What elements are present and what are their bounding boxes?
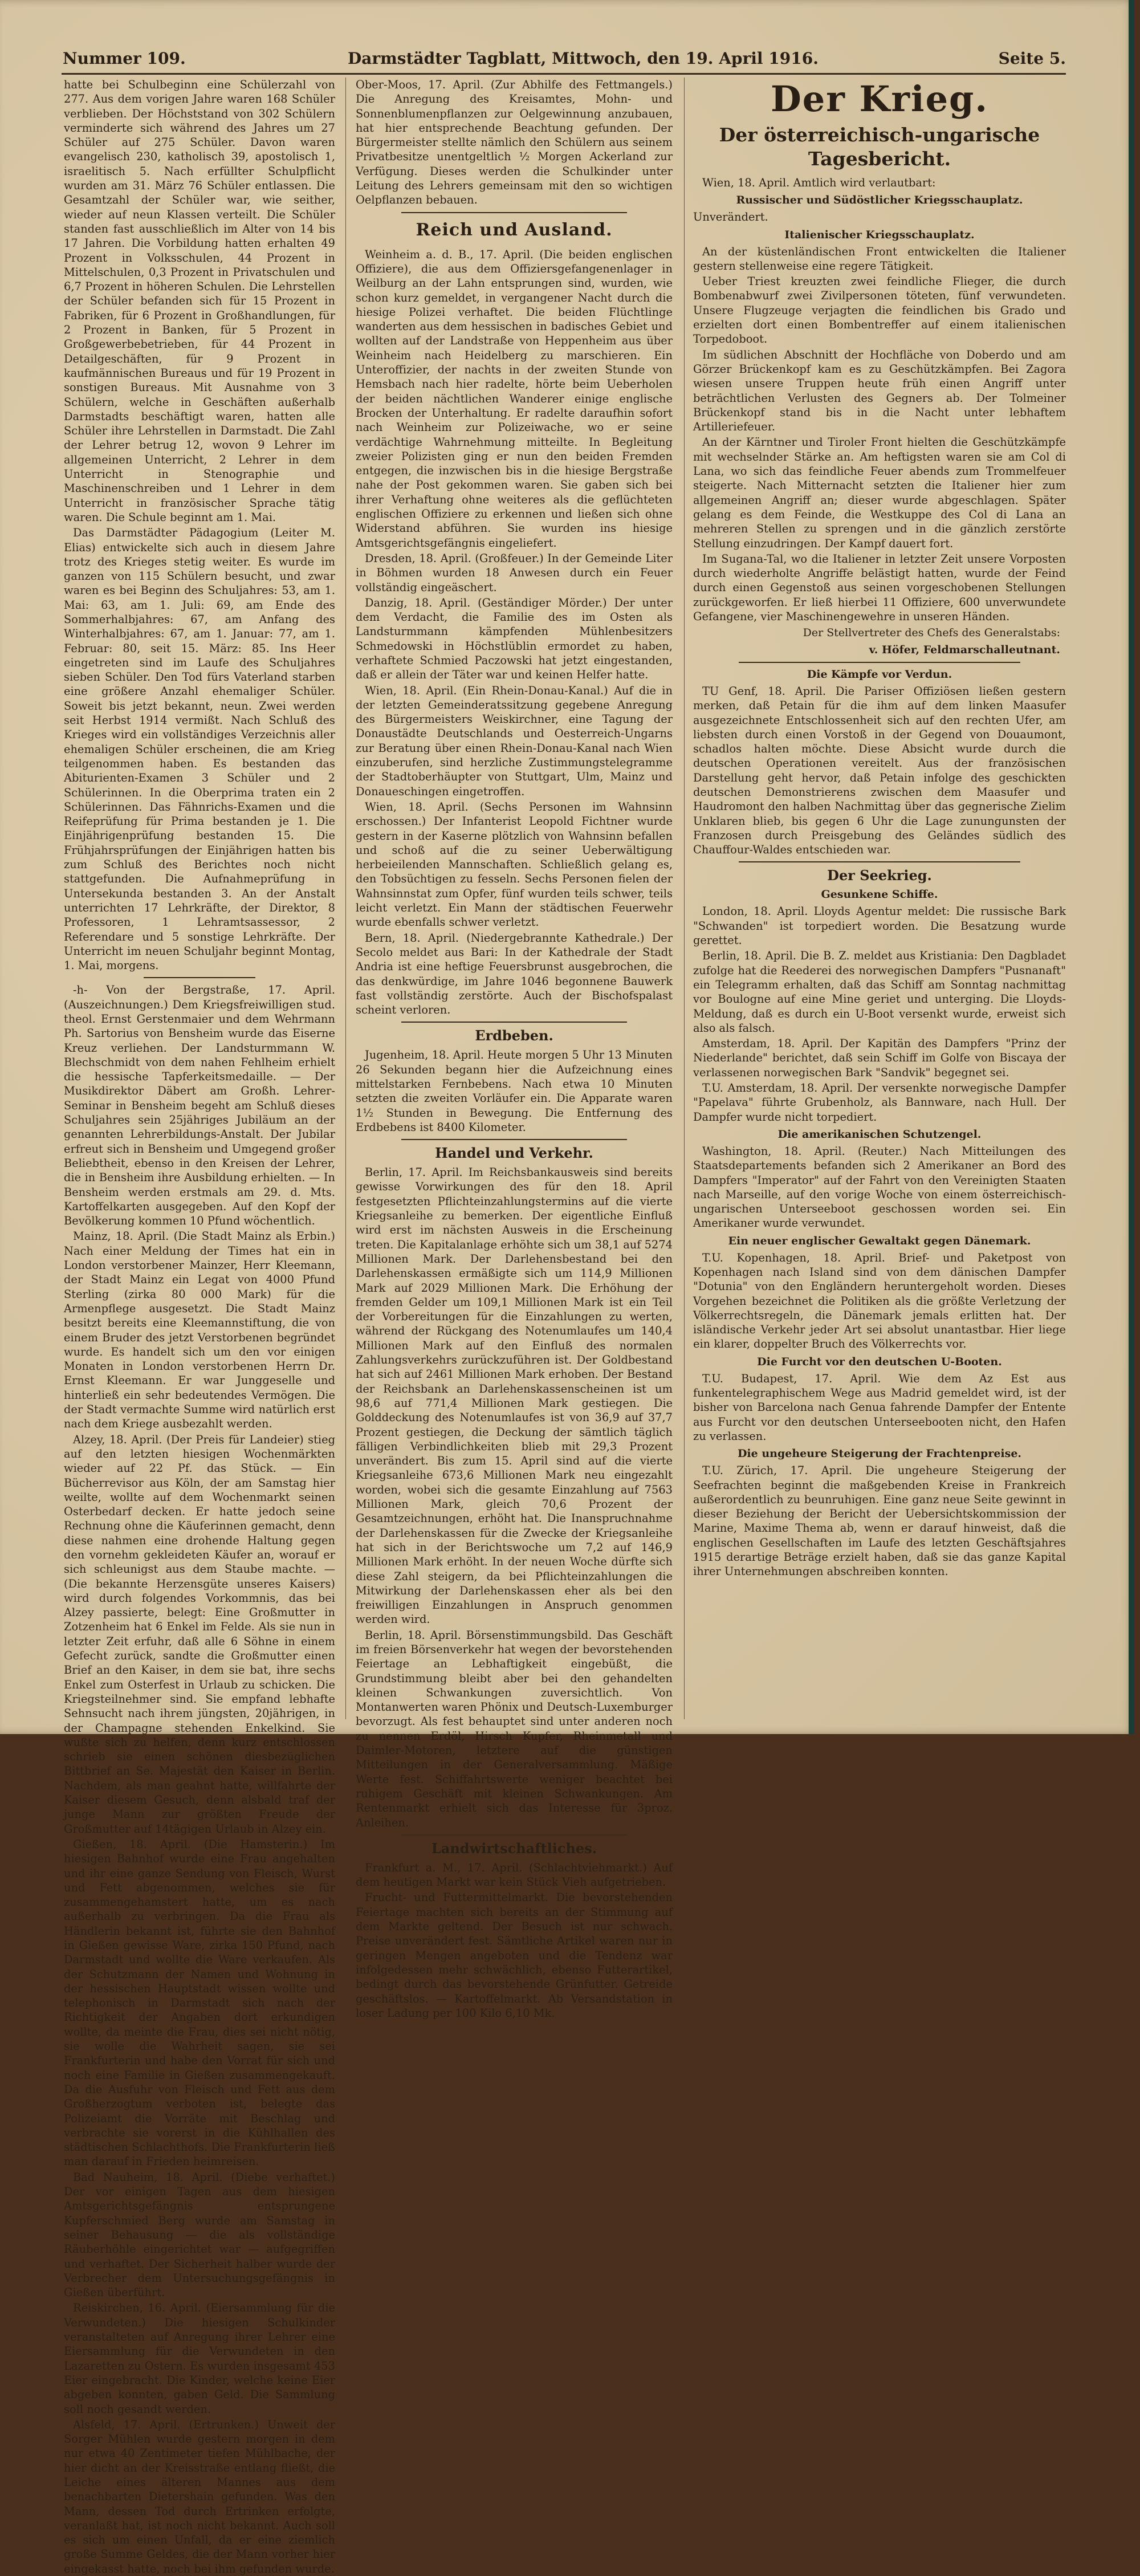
issue-number: Nummer 109. xyxy=(63,49,186,68)
article-paragraph: T.U. Amsterdam, 18. April. Der versenkte norwegische Dampfer "Papelava" führte Grubenholz, als Bannware, nach Hull. Der Dampfer wurde nicht torpediert. xyxy=(693,1081,1066,1124)
subheading: Die Furcht vor den deutschen U-Booten. xyxy=(757,1355,1002,1368)
article-paragraph: Jugenheim, 18. April. Heute morgen 5 Uhr 13 Minuten 26 Sekunden begann hier die Aufzeichnung eines mittelstarken Fernbebens. Nach etwa 10 Minuten setzten die zweiten Vorläufer ein. Die Apparate waren 1½ Stunden in Bewegung. Die Entfernung des Erdbebens ist 8400 Kilometer. xyxy=(356,1048,673,1134)
article-paragraph: Das Darmstädter Pädagogium (Leiter M. Elias) entwickelte sich auch in diesem Jahre trotz des Krieges stetig weiter. Es wurde im ganzen von 115 Schülern besucht, und zwar waren es bei Beginn des Schuljahres: 53, am 1. Mai: 63, am 1. Juli: 69, am Ende des Sommerhalbjahres: 67, am Anfang des Winterhalbjahres: 67, am 1. Januar: 77, am 1. Februar: 80, seit 15. März: 85. Ins Heer eingetreten sind im Laufe des Schuljahres sieben Schüler. Den Tod fürs Vaterland starben eine größere Anzahl ehemaliger Schüler. Soweit bis jetzt bekannt, neun. Zwei werden seit Herbst 1914 vermißt. Nach Schluß des Krieges wird ein vollständiges Verzeichnis aller ehemaligen Schüler erscheinen, die am Krieg teilgenommen haben. Es bestanden das Abiturienten-Examen 3 Schüler und 2 Schülerinnen. In die Oberprima traten ein 2 Schülerinnen. Das Fähnrichs-Examen und die Reifeprüfung für Prima bestanden je 1. Die Einjährigenprüfung bestanden 15. Die Frühjahrsprüfungen der Einjährigen hatten bis zum Schluß des Berichtes noch nicht stattgefunden. Die Aufnahmeprüfung in Untersekunda bestanden 3. An der Anstalt unterrichten 17 Lehrkräfte, der Direktor, 8 Professoren, 1 Lehramtsassessor, 2 Referendare und 5 sonstige Lehrkräfte. Der Unterricht im neuen Schuljahr beginnt Montag, 1. Mai, morgens. xyxy=(64,526,335,972)
article-paragraph: Dresden, 18. April. (Großfeuer.) In der Gemeinde Liter in Böhmen wurden 18 Anwesen durch ein Feuer vollständig eingeäschert. xyxy=(356,551,673,594)
divider xyxy=(401,1139,627,1140)
column-separator xyxy=(345,78,346,1719)
article-paragraph: Bad Nauheim, 18. April. (Diebe verhaftet.) Der vor einigen Tagen aus dem hiesigen Amtsgerichtsgefängnis entsprungene Kupferschmied Berg wurde am Samstag in seiner Behausung — die als vollständige Räuberhöhle eingerichtet war — aufgegriffen und verhaftet. Der Sicherheit halber wurde der Verbrecher dem Untersuchungsgefängnis in Gießen überführt. xyxy=(64,2170,335,2300)
signature-line: Der Stellvertreter des Chefs des Generalstabs: xyxy=(803,626,1060,640)
war-report-subtitle: Der österreichisch-ungarische Tagesbericht. xyxy=(719,124,1040,170)
article-paragraph: Amsterdam, 18. April. Der Kapitän des Dampfers "Prinz der Niederlande" berichtet, daß sein Schiff im Golfe von Biscaya der verlassenen norwegischen Bark "Sandvik" begegnet sei. xyxy=(693,1037,1066,1079)
article-paragraph: Berlin, 18. April. Börsenstimmungsbild. Das Geschäft im freien Börsenverkehr hat wegen der bevorstehenden Feiertage an Lebhaftigkeit eingebüßt, die Grundstimmung bleibt aber bei den gehandelten kleinen Schwankungen zuversichtlich. Von Montanwerten waren Phönix und Deutsch-Luxemburger bevorzugt. Als fest behauptet sind unter anderen noch zu nennen Erdöl, Hirsch Kupfer, Rheinmetall und Daimler-Motoren, letztere auf die günstigen Mitteilungen in der Generalversammlung. Mäßige Werte fest. Schiffahrtswerte weniger beachtet bei ruhigem Geschäft mit kleinen Schwankungen. Am Rentenmarkt erhielt sich das Interesse für 3proz. Anleihen. xyxy=(356,1628,673,1829)
article-paragraph: Wien, 18. April. (Ein Rhein-Donau-Kanal.) Auf die in der letzten Gemeinderatssitzung gegebene Anregung des Bürgermeisters Weiskirchner, eine Tagung der Donaustädte Deutschlands und Oesterreich-Ungarns zur Beratung über einen Rhein-Donau-Kanal nach Wien einzuberufen, sind herzliche Zustimmungstelegramme der Stadtoberhäupter von Stuttgart, Ulm, Mainz und Donaueschingen eingetroffen. xyxy=(356,683,673,798)
article-paragraph: Berlin, 17. April. Im Reichsbankausweis sind bereits gewisse Vorwirkungen des für den 18. April festgesetzten Pflichteinzahlungstermins auf die vierte Kriegsanleihe zu bemerken. Der eigentliche Einfluß wird erst im nächsten Ausweis in die Erscheinung treten. Die Kapitalanlage erhöhte sich um 38,1 auf 5274 Millionen Mark. Der Darlehensbestand bei den Darlehenskassen ermäßigte sich um 114,9 Millionen Mark auf 2029 Millionen Mark. Die Erhöhung der fremden Gelder um 109,1 Millionen Mark ist ein Teil der Vorbereitungen für die Einzahlungen zu werten, während der Rückgang des Notenumlaufes um 140,4 Millionen Mark auf den Einfluß des normalen Zahlungsverkehrs zurückzuführen ist. Der Goldbestand hat sich auf 2461 Millionen Mark erhoben. Der Bestand der Reichsbank an Darlehenskassenscheinen ist um 98,6 auf 771,4 Millionen Mark gestiegen. Die Golddeckung des Notenumlaufes ist von 36,9 auf 37,7 Prozent gestiegen, die Deckung der sämtlich täglich fälligen Verbindlichkeiten blieb mit 29,3 Prozent unverändert. Bis zum 15. April sind auf die vierte Kriegsanleihe 673,6 Millionen Mark neu eingezahlt worden, wobei sich die gesamte Einzahlung auf 7563 Millionen Mark, gleich 70,6 Prozent der Gesamtzeichnungen, erhöht hat. Die Inanspruchnahme der Darlehenskassen für die Zwecke der Kriegsanleihe hat sich in der Berichtswoche um 7,2 auf 146,9 Millionen Mark erhöht. In der neuen Woche dürfte sich diese Zahl steigern, da bei Pflichteinzahlungen die Mitwirkung der Darlehenskassen eher als bei den freiwilligen Einzahlungen in Anspruch genommen werden wird. xyxy=(356,1166,673,1626)
article-paragraph: Alsfeld, 17. April. (Ertrunken.) Unweit der Sorger Mühlen wurde gestern morgen in dem nur etwa 40 Zentimeter tiefen Mühlbache, der hier dicht an der Kreisstraße entlang fließt, die Leiche eines älteren Mannes aus dem benachbarten Dietershain gefunden. Was den Mann, dessen Tod durch Ertrinken erfolgte, veranlaßt hat, ist noch nicht bekannt. Auch soll es sich um einen Unfall, da er eine ziemlich große Summe Geldes, die der Mann vorher hier eingekasst hatte, noch bei ihm gefunden wurde. xyxy=(64,2418,335,2575)
signature-name: v. Höfer, Feldmarschalleutnant. xyxy=(869,643,1060,656)
article-paragraph: -h- Von der Bergstraße, 17. April. (Auszeichnungen.) Dem Kriegsfreiwilligen stud. theol. Ernst Gerstenmaier und dem Wehrmann Ph. Sartorius von Bensheim wurde das Eiserne Kreuz verliehen. Der Landsturmmann W. Blechschmidt von dem nahen Fehlheim erhielt die hessische Tapferkeitsmedaille. — Der Musikdirektor Däbert am Großh. Lehrer-Seminar in Bensheim begeht am Schluß dieses Schuljahres sein 25jähriges Jubiläum an der genannten Lehrerbildungs-Anstalt. Der Jubilar erfreut sich in Bensheim und Umgegend großer Beliebtheit, ebenso in den Kreisen der Lehrer, die in Bensheim ihre Ausbildung erhielten. — In Bensheim werden erstmals am 29. d. Mts. Kartoffelkarten ausgegeben. Auf den Kopf der Bevölkerung kommen 10 Pfund wöchentlich. xyxy=(64,983,335,1228)
article-paragraph: TU Genf, 18. April. Die Pariser Offiziösen ließen gestern merken, daß Petain für die ihm auf dem linken Maasufer ausgezeichnete Entschlossenheit sich auf den rechten Ufer, am liebsten durch einen Vorstoß in der Gegend von Douaumont, schadlos halten möchte. Diese Absicht wurde durch die deutschen Operationen vereitelt. Aus der französischen Darstellung geht hervor, daß Petain infolge des geschickten deutschen Demonstrierens zwischen dem Maasufer und Haudromont den halben Nachmittag über das gegnerische Zielim Unklaren blieb, bis gegen 6 Uhr die Lage zunungunsten der Franzosen durch Preisgebung des Geländes südlich des Chauffour-Waldes entschieden war. xyxy=(693,684,1066,857)
column-left xyxy=(64,78,335,2575)
newspaper-dateline: Darmstädter Tagblatt, Mittwoch, den 19. April 1916. xyxy=(348,49,819,68)
subheading: Die ungeheure Steigerung der Frachtenpreise. xyxy=(737,1447,1022,1460)
column-right xyxy=(693,78,1066,1719)
article-paragraph: Weinheim a. d. B., 17. April. (Die beiden englischen Offiziere), die aus dem Offiziersgefangenenlager in Weilburg an der Lahn entsprungen sind, wurden, wie schon kurz gemeldet, in vergangener Nacht durch die hiesige Polizei verhaftet. Die beiden Flüchtlinge wanderten aus dem hessischen in badisches Gebiet und wollten auf der Landstraße von Heppenheim aus über Weinheim nach Heidelberg zu marschieren. Ein Unteroffizier, der nachts in der zweiten Stunde von Hemsbach nach hier radelte, hörte beim Ueberholen der beiden nächtlichen Wanderer einige englische Brocken der Unterhaltung. Er radelte daraufhin sofort nach Weinheim zur Polizeiwache, wo er seine verdächtige Wahrnehmung mitteilte. In Begleitung zweier Polizisten ging er nun den beiden Fremden entgegen, die inzwischen bis in die hiesige Bergstraße nahe der Post gekommen waren. Sie gaben sich bei ihrer Verhaftung ohne weiteres als die geflüchteten englischen Offiziere zu erkennen und ließen sich ohne Widerstand abführen. Sie wurden ins hiesige Amtsgerichtsgefängnis eingeliefert. xyxy=(356,247,673,550)
divider xyxy=(739,861,1020,862)
section-heading: Landwirtschaftliches. xyxy=(431,1840,597,1857)
divider xyxy=(144,977,255,978)
article-paragraph: Danzig, 18. April. (Geständiger Mörder.) Der unter dem Verdacht, die Familie des im Osten als Landsturmmann kämpfenden Mühlenbesitzers Schmedowski in Höchstlüblin ermordet zu haben, verhaftete Schmied Paczowski hat jetzt eingestanden, daß er allein der Täter war und keinen Helfer hatte. xyxy=(356,596,673,682)
article-paragraph: T.U. Zürich, 17. April. Die ungeheure Steigerung der Seefrachten beginnt die maßgebenden Kreise in Frankreich außerordentlich zu beunruhigen. Eine ganz neue Seite gewinnt in dieser Beziehung der Bericht der Uebersichtskommission der Marine, Maxime Thema ab, wenn er darauf hinweist, daß die englischen Gesellschaften im Laufe des letzten Geschäftsjahres 1915 derartige Beträge erzielt haben, daß sie das ganze Kapital ihrer Unternehmungen abschreiben konnten. xyxy=(693,1464,1066,1578)
article-paragraph: Ober-Moos, 17. April. (Zur Abhilfe des Fettmangels.) Die Anregung des Kreisamtes, Mohn- und Sonnenblumenpflanzen zur Oelgewinnung anzubauen, hat hier entsprechende Beachtung gefunden. Der Bürgermeister stellte nämlich den Schülern aus seinem Privatbesitze unentgeltlich ½ Morgen Ackerland zur Verfügung. Dieses werden die Schulkinder unter Leitung des Lehrers gemeinsam mit den so wichtigen Oelpflanzen bebauen. xyxy=(356,78,673,207)
war-section-title: Der Krieg. xyxy=(771,78,988,120)
article-paragraph: Gießen, 18. April. (Die Hamsterin.) Im hiesigen Bahnhof wurde eine Frau angehalten und ihr eine ganze Sendung von Fleisch, Wurst und Fett abgenommen, welches sie für zusammengehamstert hatte, um es nach außerhalb zu verbringen. Da die Frau als Händlerin bekannt ist, führte sie den Bahnhof in Gießen gewisse Ware, zirka 150 Pfund, nach Darmstadt und wollte die Ware verkaufen. Als der Schutzmann der Namen und Wohnung in der hessischen Hauptstadt wissen wollte und telephonisch in Darmstadt sich nach der Richtigkeit der Angaben dort erkundigen wollte, da meinte die Frau, dies sei nicht nötig, sie wolle die Wahrheit sagen, sie sei Frankfurterin und habe den Vorrat für sich und noch eine Familie in Gießen zusammengekauft. Da die Ausfuhr von Fleisch und Fett aus dem Großherzogtum verboten ist, belegte das Polizeiamt die Vorräte mit Beschlag und verbrachte sie vorerst in die Kühlhallen des städtischen Schlachthofs. Die Frankfurterin ließ man darauf in Frieden heimreisen. xyxy=(64,1837,335,2168)
article-paragraph: An der küstenländischen Front entwickelten die Italiener gestern stellenweise eine regere Tätigkeit. xyxy=(693,245,1066,272)
subheading: Die amerikanischen Schutzengel. xyxy=(777,1128,982,1141)
masthead-rule xyxy=(62,73,1066,75)
article-paragraph: Frucht- und Futtermittelmarkt. Die bevorstehenden Feiertage machten sich bereits an der Stimmung auf dem Markte geltend. Der Besuch ist nur schwach. Preise unverändert fest. Sämtliche Artikel waren nur in geringen Mengen angeboten und die Tendenz war infolgedessen mehr schwächlich, ebenso Futterartikel, bedingt durch das bevorstehende Grünfutter. Getreide geschäftslos. — Kartoffelmarkt. Ab Versandstation in loser Ladung per 100 Kilo 6,10 Mk. xyxy=(356,1891,673,2020)
article-paragraph: London, 18. April. Lloyds Agentur meldet: Die russische Bark "Schwanden" ist torpediert worden. Die Besatzung wurde gerettet. xyxy=(693,905,1066,947)
article-paragraph: Wien, 18. April. Amtlich wird verlautbart: xyxy=(702,176,936,189)
divider xyxy=(739,662,1020,663)
divider xyxy=(401,1834,627,1836)
binding-edge xyxy=(1129,0,1134,1734)
article-paragraph: Im südlichen Abschnitt der Hochfläche von Doberdo und am Görzer Brückenkopf kam es zu Geschützkämpfen. Bei Zagora wiesen unsere Truppen heute früh einen Angriff unter beträchtlichen Verlusten des Gegners ab. Der Tolmeiner Brückenkopf stand bis in die Nacht unter lebhaftem Artilleriefeuer. xyxy=(693,348,1066,434)
article-paragraph: Frankfurt a. M., 17. April. (Schlachtviehmarkt.) Auf dem heutigen Markt war kein Stück Vieh aufgetrieben. xyxy=(356,1861,673,1889)
section-heading: Erdbeben. xyxy=(475,1027,553,1044)
article-paragraph: Unverändert. xyxy=(693,210,768,224)
divider xyxy=(401,212,627,213)
article-paragraph: Alzey, 18. April. (Der Preis für Landeier) stieg auf den letzten hiesigen Wochenmärkten wieder auf 22 Pf. das Stück. — Ein Bücherrevisor aus Köln, der am Samstag hier weilte, wollte auf dem Wochenmarkt seinen Osterbedarf decken. Er hatte jedoch seine Rechnung ohne die Käuferinnen gemacht, denn diese nahmen eine drohende Haltung gegen den vornehm gekleideten Käufer an, worauf er sich schleunigst aus dem Staube machte. — (Die bekannte Herzensgüte unseres Kaisers) wird durch folgendes Vorkommnis, das bei Alzey passierte, belegt: Eine Großmutter in Zotzenheim hat 6 Enkel im Felde. Als sie nun in letzter Zeit erfuhr, daß alle 6 Söhne in einem Gefecht zurück, sandte die Großmutter einen Brief an den Kaiser, in dem sie bat, ihre sechs Enkel zum Osterfest in Urlaub zu schicken. Die Kriegsteilnehmer sind. Sie empfand lebhafte Sehnsucht nach ihrem jüngsten, 20jährigen, in der Champagne stehenden Enkelkind. Sie wußte sich zu helfen, denn kurz entschlossen schrieb sie einen schönen diesbezüglichen Bittbrief an Se. Majestät den Kaiser in Berlin. Nachdem, als man geahnt hatte, willfahrte der Kaiser diesem Gesuch, denn alsbald traf der junge Mann zur größten Freude der Großmutter auf 14tägigen Urlaub in Alzey ein. xyxy=(64,1433,335,1836)
subheading: Gesunkene Schiffe. xyxy=(821,888,938,901)
subheading: Russischer und Südöstlicher Kriegsschauplatz. xyxy=(736,194,1023,207)
article-paragraph: Ueber Triest kreuzten zwei feindliche Flieger, die durch Bombenabwurf zwei Zivilpersonen töteten, fünf verwundeten. Unsere Flugzeuge verjagten die feindlichen bis Grado und erzielten dort einen Bombentreffer auf einem italienischen Torpedoboot. xyxy=(693,275,1066,346)
subheading: Die Kämpfe vor Verdun. xyxy=(807,668,952,681)
article-paragraph: Reiskirchen, 16. April. (Eiersammlung für die Verwundeten.) Die hiesigen Schulkinder veranstalteten auf Anregung ihrer Lehrer eine Eiersammlung für die Verwundeten in den Lazaretten zu Ostern. Es wurden insgesamt 453 Eier eingebracht. Die Kinder, welche keine Eier abgeben konnten, gaben Geld. Die Sammlung soll noch gesandt werden. xyxy=(64,2301,335,2416)
divider xyxy=(401,1022,627,1023)
article-paragraph: Im Sugana-Tal, wo die Italiener in letzter Zeit unsere Vorposten durch wiederholte Angriffe belästigt hatten, wurde der Feind durch einen Gegenstoß aus seinen vorgeschobenen Stellungen zurückgeworfen. Er ließ hierbei 11 Offiziere, 600 unverwundete Gefangene, vier Maschinengewehre in unseren Händen. xyxy=(693,552,1066,624)
article-paragraph: Mainz, 18. April. (Die Stadt Mainz als Erbin.) Nach einer Meldung der Times hat ein in London verstorbener Mainzer, Herr Kleemann, der Stadt Mainz ein Legat von 4000 Pfund Sterling (zirka 80 000 Mark) für die Armenpflege ausgesetzt. Die Stadt Mainz besitzt bereits eine Kleemannstiftung, die von einem Bruder des jetzt Verstorbenen begründet wurde. Es handelt sich um den vor einigen Monaten in London verstorbenen Herrn Dr. Ernst Kleemann. Er war Junggeselle und hinterließ ein sehr bedeutendes Vermögen. Die der Stadt vermachte Summe wird natürlich erst nach dem Kriege ausbezahlt werden. xyxy=(64,1230,335,1431)
article-paragraph: Washington, 18. April. (Reuter.) Nach Mitteilungen des Staatsdepartements befanden sich 2 Amerikaner an Bord des Dampfers "Imperator" auf der Fahrt von den Vereinigten Staaten nach Marseille, auf den vorige Woche von einem österreichisch-ungarischen Unterseeboot geschossen worden sei. Ein Amerikaner wurde verwundet. xyxy=(693,1144,1066,1230)
subheading: Ein neuer englischer Gewaltakt gegen Dänemark. xyxy=(728,1234,1031,1247)
masthead xyxy=(63,47,1066,72)
section-heading: Der Seekrieg. xyxy=(827,867,932,884)
subheading: Italienischer Kriegsschauplatz. xyxy=(784,228,975,241)
page-number: Seite 5. xyxy=(998,49,1066,68)
column-separator xyxy=(684,78,685,1719)
column-middle xyxy=(356,78,673,2020)
article-paragraph: Bern, 18. April. (Niedergebrannte Kathedrale.) Der Secolo meldet aus Bari: In der Kathedrale der Stadt Andria ist eine heftige Feuersbrunst ausgebrochen, die das denkwürdige, im Jahre 1046 begonnene Bauwerk fast vollständig zerstörte. Auch der Bischofspalast scheint verloren. xyxy=(356,931,673,1017)
section-heading: Handel und Verkehr. xyxy=(435,1145,593,1162)
article-paragraph: An der Kärntner und Tiroler Front hielten die Geschützkämpfe mit wechselnder Stärke an. Am heftigsten waren sie am Col di Lana, wo sich das feindliche Feuer abends zum Trommelfeuer steigerte. Nach Mitternacht setzten die Italiener hier zum allgemeinen Angriff an; dieser wurde abgeschlagen. Später gelang es dem Feinde, die Westkuppe des Col di Lana an mehreren Stellen zu sprengen und in die gänzlich zerstörte Stellung einzudringen. Der Kampf dauert fort. xyxy=(693,436,1066,550)
article-paragraph: Berlin, 18. April. Die B. Z. meldet aus Kristiania: Den Dagbladet zufolge hat die Reederei des norwegischen Dampfers "Pusnanaft" ein Telegramm erhalten, daß das Schiff am Sonntag nachmittag vor Boulogne auf eine Mine geriet und unterging. Die Lloyds-Meldung, daß es durch ein U-Boot versenkt wurde, erweist sich also als falsch. xyxy=(693,949,1066,1035)
article-paragraph: T.U. Budapest, 17. April. Wie dem Az Est aus funkentelegraphischem Wege aus Madrid gemeldet wird, ist der bisher von Barcelona nach Genua fahrende Dampfer der Entente aus Furcht vor den deutschen Unterseebooten nicht, den Hafen zu verlassen. xyxy=(693,1372,1066,1443)
article-paragraph: Wien, 18. April. (Sechs Personen im Wahnsinn erschossen.) Der Infanterist Leopold Fichtner wurde gestern in der Kaserne plötzlich von Wahnsinn befallen und schoß auf die zu seiner Ueberwältigung herbeieilenden Mannschaften. Schließlich gelang es, den Tobsüchtigen zu fesseln. Sechs Personen fielen der Wahnsinnstat zum Opfer, fünf wurden teils schwer, teils leicht verletzt. Ein Mann der städtischen Feuerwehr wurde ebenfalls schwer verletzt. xyxy=(356,800,673,929)
section-heading: Reich und Ausland. xyxy=(416,219,613,240)
article-paragraph: hatte bei Schulbeginn eine Schülerzahl von 277. Aus dem vorigen Jahre waren 168 Schüler verblieben. Der Höchststand von 302 Schülern verminderte sich während des Jahres um 27 Schüler auf 275 Schüler. Davon waren evangelisch 230, katholisch 39, apostolisch 1, israelitisch 5. Nach erfüllter Schulpflicht wurden am 31. März 76 Schüler entlassen. Die Gesamtzahl der Schüler war, wie seither, wieder auf neun Klassen verteilt. Die Schüler standen fast ausschließlich im Alter von 14 bis 17 Jahren. Die Vorbildung hatten erhalten 49 Prozent in Volksschulen, 44 Prozent in Mittelschulen, 0,3 Prozent in Privatschulen und 6,7 Prozent in höheren Schulen. Die Lehrstellen der Schüler befanden sich für 15 Prozent in Fabriken, für 6 Prozent in Großhandlungen, für 2 Prozent in Banken, für 5 Prozent in Großgewerbebetrieben, für 44 Prozent in Detailgeschäften, für 9 Prozent in kaufmännischen Bureaus und für 19 Prozent in sonstigen Bureaus. Mit Ausnahme von 3 Schülern, welche in Geschäften außerhalb Darmstadts beschäftigt waren, hatten alle Schüler ihre Lehrstellen in Darmstadt. Die Zahl der Lehrer betrug 12, wovon 9 Lehrer im allgemeinen Unterricht, 2 Lehrer in dem Unterricht in Stenographie und Maschinenschreiben und 1 Lehrer in dem Unterricht in französischer Sprache tätig waren. Die Schule beginnt am 1. Mai. xyxy=(64,78,335,524)
article-paragraph: T.U. Kopenhagen, 18. April. Brief- und Paketpost von Kopenhagen nach Island sind von dem dänischen Dampfer "Dotunia" von den Engländern heruntergeholt worden. Dieses Vorgehen bezeichnet die Politiken als die größte Verletzung der Völkerrechtsregeln, die Dänemark jemals erlitten hat. Der isländische Verkehr jeder Art sei absolut unantastbar. Hier liege ein klarer, doppelter Bruch des Völkerrechts vor. xyxy=(693,1251,1066,1351)
